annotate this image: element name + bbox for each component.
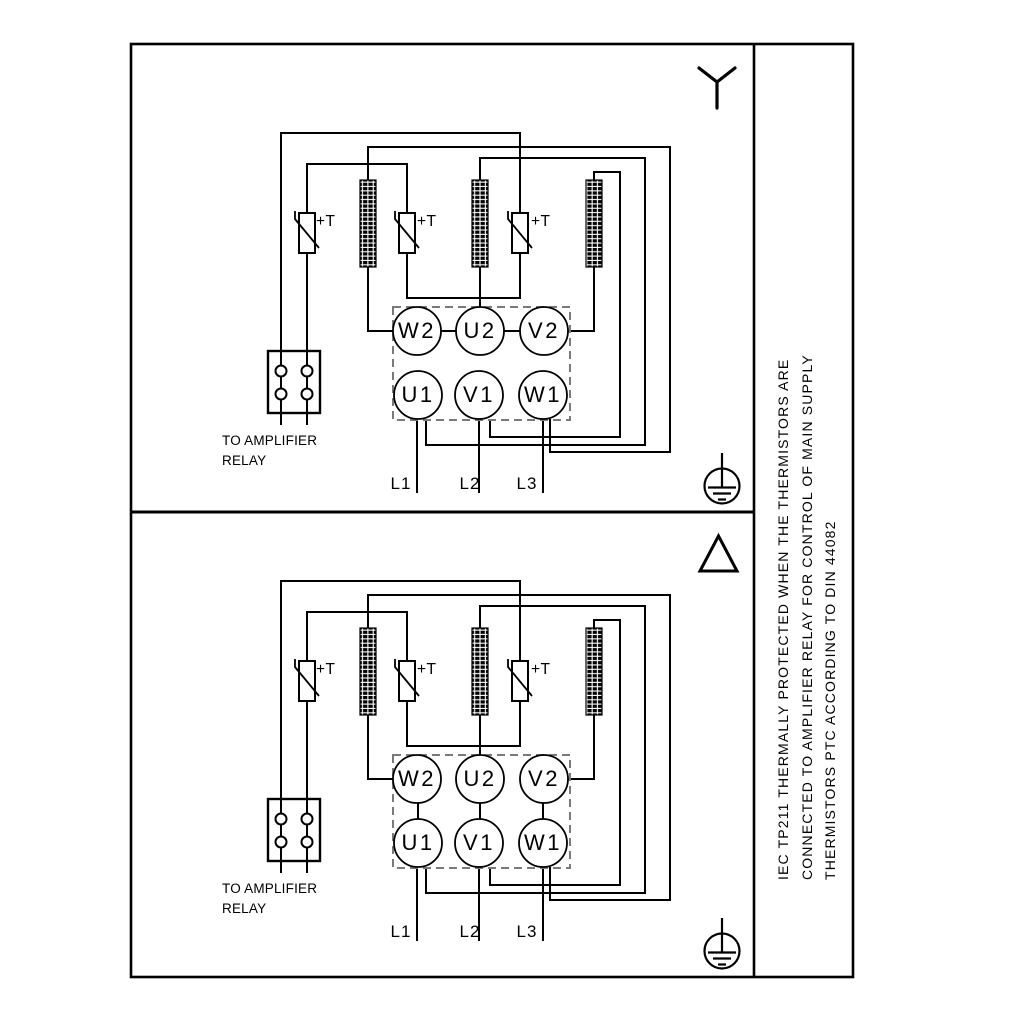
- side-note: [772, 354, 843, 880]
- supply-line-label-l1: L1: [390, 922, 412, 941]
- side-note-line: CONNECTED TO AMPLIFIER RELAY FOR CONTROL OF MAIN SUPPLY: [798, 354, 815, 880]
- side-note-line: THERMISTORS PTC ACCORDING TO DIN 44082: [822, 520, 839, 880]
- relay-caption-line: RELAY: [222, 453, 267, 468]
- terminal-label-u1: U1: [401, 382, 435, 407]
- supply-line-label-l2: L2: [459, 474, 481, 493]
- supply-line-label-l3: L3: [516, 474, 538, 493]
- side-note-line: IEC TP211 THERMALLY PROTECTED WHEN THE THERMISTORS ARE: [775, 358, 791, 880]
- relay-caption-line: TO AMPLIFIER: [222, 881, 318, 896]
- terminal-label-v2: V2: [528, 766, 560, 791]
- thermistor-label: +T: [531, 661, 551, 678]
- thermistor-label: +T: [531, 213, 551, 230]
- star-icon: [699, 68, 735, 108]
- terminal-label-v1: V1: [463, 382, 495, 407]
- terminal-label-v1: V1: [463, 830, 495, 855]
- thermistor-label: +T: [316, 213, 336, 230]
- terminal-label-w2: W2: [398, 318, 436, 343]
- terminal-label-w2: W2: [398, 766, 436, 791]
- relay-caption-line: RELAY: [222, 901, 267, 916]
- supply-line-label-l2: L2: [459, 922, 481, 941]
- terminal-label-w1: W1: [524, 382, 562, 407]
- supply-line-label-l3: L3: [516, 922, 538, 941]
- terminal-label-u2: U2: [463, 318, 497, 343]
- terminal-label-u1: U1: [401, 830, 435, 855]
- relay-caption-line: TO AMPLIFIER: [222, 433, 318, 448]
- terminal-label-v2: V2: [528, 318, 560, 343]
- delta-icon: [700, 536, 737, 571]
- thermistor-label: +T: [417, 213, 437, 230]
- thermistor-label: +T: [316, 661, 336, 678]
- terminal-label-w1: W1: [524, 830, 562, 855]
- thermistor-label: +T: [417, 661, 437, 678]
- terminal-label-u2: U2: [463, 766, 497, 791]
- supply-line-label-l1: L1: [390, 474, 412, 493]
